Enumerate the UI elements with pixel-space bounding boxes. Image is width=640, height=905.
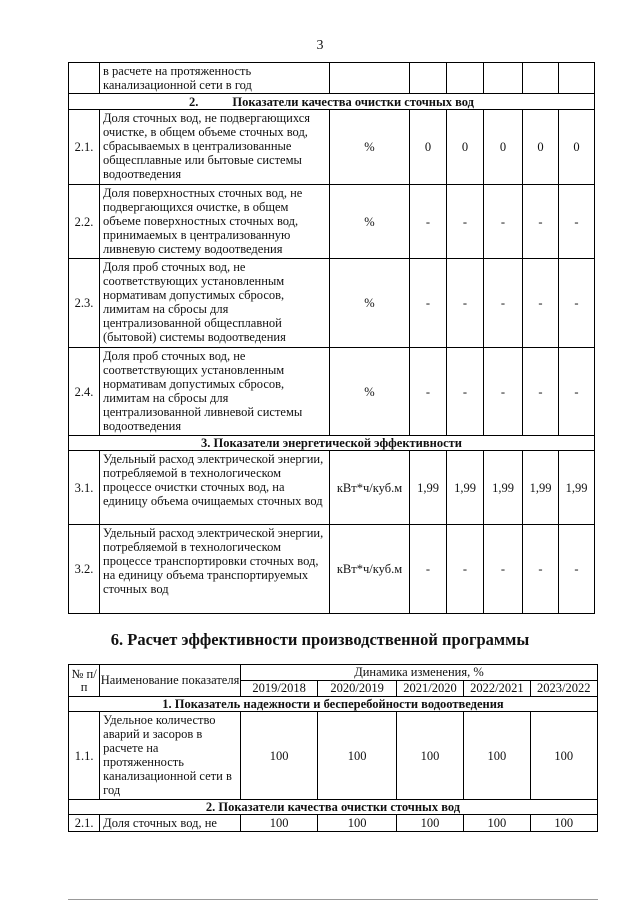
section-2-title: 2. Показатели качества очистки сточных вод bbox=[69, 800, 598, 815]
year-header: 2023/2022 bbox=[530, 681, 597, 697]
value-cell: 100 bbox=[240, 815, 317, 832]
value-cell: - bbox=[447, 185, 484, 259]
unit: кВт*ч/куб.м bbox=[330, 451, 410, 525]
section-3-title: 3. Показатели энергетической эффективности bbox=[69, 436, 595, 451]
section-number: 2. bbox=[188, 94, 199, 109]
value-cell: - bbox=[559, 525, 595, 614]
header-number: № п/п bbox=[69, 665, 100, 697]
row-number: 2.1. bbox=[69, 110, 100, 185]
header-dynamics: Динамика изменения, % bbox=[240, 665, 597, 681]
value-cell: - bbox=[523, 525, 559, 614]
table-row bbox=[69, 525, 595, 614]
value-cell: 0 bbox=[523, 110, 559, 185]
row-number: 2.4. bbox=[69, 348, 100, 436]
value-cell: 0 bbox=[447, 110, 484, 185]
row-number: 2.1. bbox=[69, 815, 100, 832]
indicator-name: Удельный расход электрической энергии, потребляемой в технологическом процессе очистки сточных вод, на единицу объема очищаемых сточных вод bbox=[100, 451, 330, 525]
table-row bbox=[69, 712, 598, 800]
value-cell: 0 bbox=[484, 110, 523, 185]
value-cell: 100 bbox=[464, 815, 530, 832]
value-cell: - bbox=[447, 259, 484, 348]
value-cell: 100 bbox=[318, 815, 396, 832]
row-number bbox=[69, 63, 100, 94]
value-cell: 1,99 bbox=[484, 451, 523, 525]
indicators-table bbox=[68, 62, 595, 614]
table-row bbox=[69, 259, 595, 348]
value-cell: - bbox=[447, 348, 484, 436]
year-header: 2021/2020 bbox=[396, 681, 463, 697]
table-row bbox=[69, 185, 595, 259]
value-cell: 0 bbox=[410, 110, 447, 185]
year-header: 2020/2019 bbox=[318, 681, 396, 697]
header-name: Наименование показателя bbox=[100, 665, 241, 697]
value-cell: - bbox=[410, 348, 447, 436]
unit: % bbox=[330, 259, 410, 348]
indicator-name: Удельный расход электрической энергии, потребляемой в технологическом процессе транспортировки сточных вод, на единицу объема транспортируемых сточных вод bbox=[100, 525, 330, 614]
indicator-name: Доля проб сточных вод, не соответствующих установленным нормативам допустимых сбросов, лимитам на сбросы для централизованной ливневой системы водоотведения bbox=[100, 348, 330, 436]
value-cell: - bbox=[484, 348, 523, 436]
section-1-title: 1. Показатель надежности и бесперебойности водоотведения bbox=[69, 697, 598, 712]
value-cell: 100 bbox=[396, 815, 463, 832]
table-row bbox=[69, 815, 598, 832]
value-cell: - bbox=[523, 259, 559, 348]
row-number: 2.2. bbox=[69, 185, 100, 259]
section-row bbox=[69, 436, 595, 451]
value-cell: 0 bbox=[559, 110, 595, 185]
value-cell: - bbox=[484, 259, 523, 348]
page-number: 3 bbox=[316, 38, 324, 53]
page-bottom-rule bbox=[68, 899, 598, 900]
value-cell: - bbox=[523, 185, 559, 259]
efficiency-table bbox=[68, 664, 598, 832]
unit: % bbox=[330, 348, 410, 436]
unit: % bbox=[330, 185, 410, 259]
indicator-name: Доля сточных вод, не bbox=[100, 815, 241, 832]
value-cell: 100 bbox=[240, 712, 317, 800]
row-number: 3.2. bbox=[69, 525, 100, 614]
table-row bbox=[69, 63, 595, 94]
value-cell: - bbox=[559, 185, 595, 259]
value-cell: - bbox=[559, 259, 595, 348]
value-cell: 100 bbox=[464, 712, 530, 800]
value-cell: - bbox=[447, 525, 484, 614]
value-cell: - bbox=[559, 348, 595, 436]
unit: кВт*ч/куб.м bbox=[330, 525, 410, 614]
table-row bbox=[69, 110, 595, 185]
value-cell: 100 bbox=[318, 712, 396, 800]
section-2-title bbox=[69, 94, 595, 110]
value-cell: 100 bbox=[396, 712, 463, 800]
value-cell: 1,99 bbox=[559, 451, 595, 525]
value-cell: - bbox=[410, 185, 447, 259]
indicator-name: в расчете на протяженность канализационной сети в год bbox=[100, 63, 330, 94]
unit: % bbox=[330, 110, 410, 185]
section-6-heading: 6. Расчет эффективности производственной программы bbox=[110, 630, 530, 649]
section-row bbox=[69, 800, 598, 815]
indicator-name: Доля сточных вод, не подвергающихся очистке, в общем объеме сточных вод, сбрасываемых в централизованные общесплавные или бытовые системы водоотведения bbox=[100, 110, 330, 185]
year-header: 2022/2021 bbox=[464, 681, 530, 697]
header-row bbox=[69, 665, 598, 681]
row-number: 1.1. bbox=[69, 712, 100, 800]
value-cell: 1,99 bbox=[447, 451, 484, 525]
value-cell: 1,99 bbox=[410, 451, 447, 525]
value-cell: - bbox=[484, 185, 523, 259]
value-cell: 100 bbox=[530, 815, 597, 832]
value-cell: 1,99 bbox=[523, 451, 559, 525]
section-title: Показатели качества очистки сточных вод bbox=[232, 94, 475, 109]
section-row bbox=[69, 697, 598, 712]
indicator-name: Доля проб сточных вод, не соответствующих установленным нормативам допустимых сбросов, лимитам на сбросы для централизованной общесплавной (бытовой) системы водоотведения bbox=[100, 259, 330, 348]
indicator-name: Доля поверхностных сточных вод, не подвергающихся очистке, в общем объеме поверхностных сточных вод, принимаемых в централизованную ливневую систему водоотведения bbox=[100, 185, 330, 259]
row-number: 3.1. bbox=[69, 451, 100, 525]
value-cell: - bbox=[410, 259, 447, 348]
value-cell: - bbox=[410, 525, 447, 614]
value-cell: - bbox=[523, 348, 559, 436]
value-cell: - bbox=[484, 525, 523, 614]
row-number: 2.3. bbox=[69, 259, 100, 348]
section-row bbox=[69, 94, 595, 110]
indicator-name: Удельное количество аварий и засоров в расчете на протяженность канализационной сети в год bbox=[100, 712, 241, 800]
value-cell: 100 bbox=[530, 712, 597, 800]
table-row bbox=[69, 348, 595, 436]
table-row bbox=[69, 451, 595, 525]
year-header: 2019/2018 bbox=[240, 681, 317, 697]
